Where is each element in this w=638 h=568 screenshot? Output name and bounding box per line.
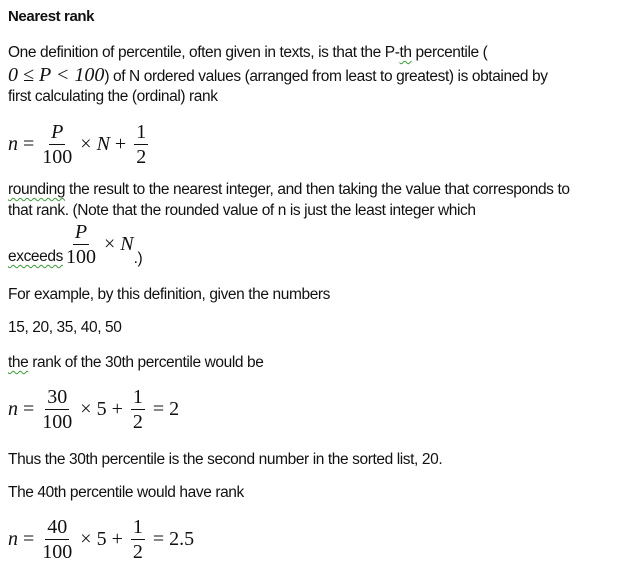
op: × (80, 133, 92, 155)
text: .) (133, 250, 143, 267)
denominator: 2 (132, 541, 143, 563)
denominator: 100 (42, 411, 73, 433)
inline-formula (63, 220, 134, 269)
var: N (96, 133, 110, 155)
value: 5 (96, 398, 107, 420)
spellcheck-word: rounding (8, 181, 66, 198)
op: = (152, 528, 165, 550)
paragraph-line (8, 64, 548, 87)
op: = (23, 133, 35, 155)
op: × (103, 233, 116, 255)
denominator: 100 (42, 146, 73, 168)
numerator: P (74, 221, 88, 243)
text: percentile ( (411, 44, 488, 61)
section-title: Nearest rank (8, 8, 95, 25)
result: 2 (169, 398, 180, 420)
paragraph-line (8, 220, 142, 269)
var: n (8, 528, 18, 550)
op: + (111, 528, 123, 550)
op: + (111, 398, 123, 420)
denominator: 2 (136, 146, 147, 168)
number-list: 15, 20, 35, 40, 50 (8, 319, 122, 336)
numerator: 30 (47, 386, 68, 408)
paragraph-line (8, 354, 263, 372)
value: 5 (96, 528, 107, 550)
text: ) of N ordered values (arranged from least to greatest) is obtained by (104, 68, 548, 85)
op: = (23, 528, 35, 550)
op: × (80, 528, 92, 550)
formula-rank (8, 120, 151, 169)
fraction (131, 385, 145, 434)
formula-40th (8, 515, 194, 564)
fraction (134, 120, 148, 169)
var: n (8, 398, 18, 420)
fraction (42, 515, 72, 564)
numerator: 1 (136, 121, 147, 143)
text: rank of the 30th percentile would be (28, 354, 264, 371)
fraction (66, 220, 96, 269)
paragraph-line: that rank. (Note that the rounded value of n is just the least integer which (8, 202, 476, 219)
fraction (131, 515, 145, 564)
op: + (114, 133, 127, 155)
op: × (80, 398, 92, 420)
numerator: 1 (132, 516, 143, 538)
denominator: 100 (65, 246, 96, 268)
paragraph-line: first calculating the (ordinal) rank (8, 88, 218, 105)
result: 2.5 (169, 528, 195, 550)
fraction (42, 120, 72, 169)
formula-30th (8, 385, 179, 434)
numerator: 40 (47, 516, 68, 538)
spellcheck-word: exceeds (8, 248, 63, 265)
paragraph-line (8, 181, 570, 199)
spellcheck-word: th (399, 44, 412, 61)
op: = (152, 398, 165, 420)
numerator: 1 (132, 386, 143, 408)
paragraph-line (8, 44, 487, 62)
fraction (42, 385, 72, 434)
paragraph-line: Thus the 30th percentile is the second number in the sorted list, 20. (8, 451, 443, 468)
var: n (8, 133, 18, 155)
op: = (23, 398, 35, 420)
numerator: P (51, 121, 64, 143)
denominator: 100 (42, 541, 73, 563)
spellcheck-word: the (8, 354, 29, 371)
paragraph-line: For example, by this definition, given the numbers (8, 286, 331, 303)
text: the result to the nearest integer, and then taking the value that corresponds to (65, 181, 570, 198)
denominator: 2 (132, 411, 143, 433)
text: One definition of percentile, often given in texts, is that the P- (8, 44, 400, 61)
paragraph-line: The 40th percentile would have rank (8, 484, 244, 501)
inline-math: 0 ≤ P < 100 (8, 64, 105, 86)
var: N (120, 233, 134, 255)
